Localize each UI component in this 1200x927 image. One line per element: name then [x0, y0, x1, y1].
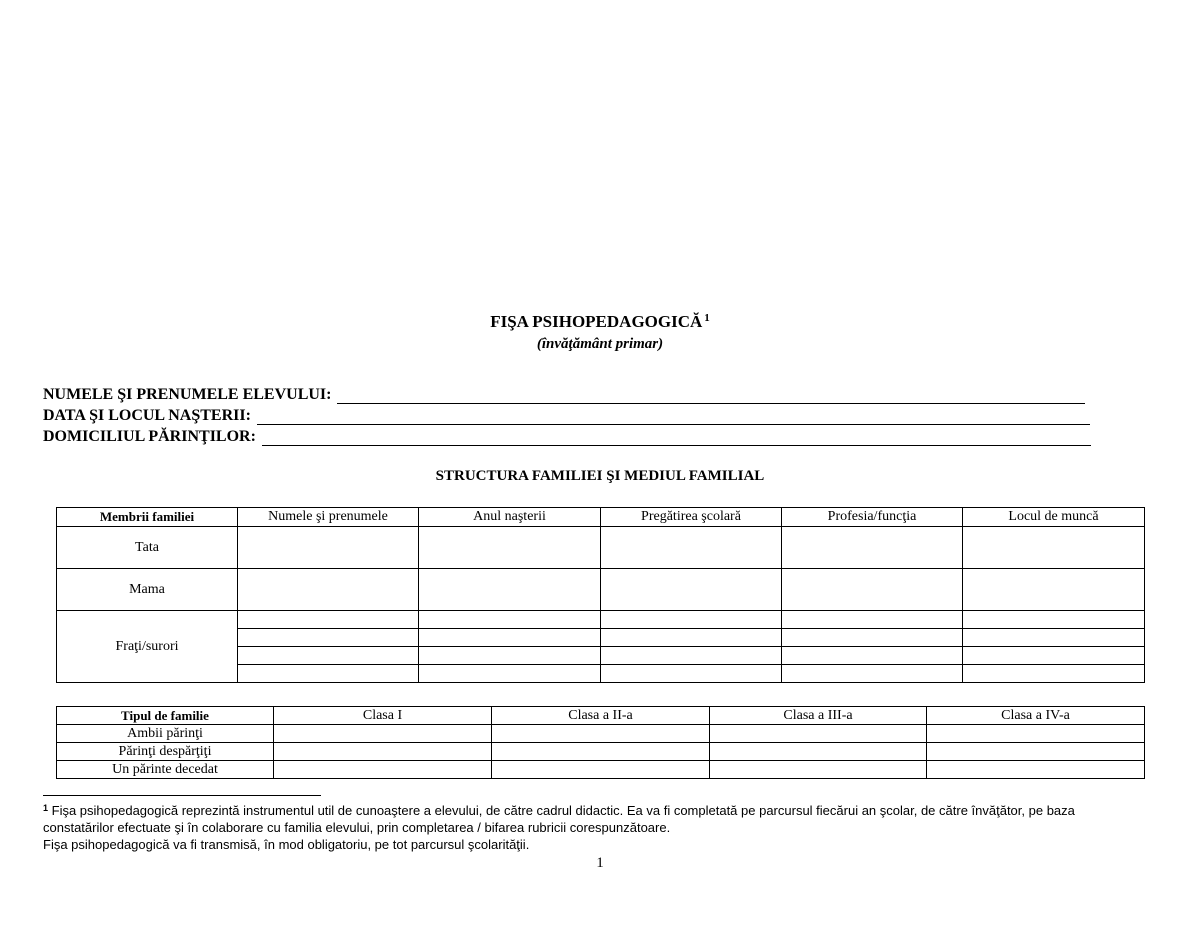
column-header: Clasa a II-a	[492, 707, 710, 725]
table-cell[interactable]	[963, 665, 1145, 683]
table-cell[interactable]	[963, 611, 1145, 629]
table-cell[interactable]	[710, 761, 927, 779]
field-parents-address	[43, 426, 1091, 446]
table-cell[interactable]	[238, 527, 419, 569]
table-cell[interactable]	[963, 647, 1145, 665]
field-birth-date-place	[43, 405, 1090, 425]
table-cell[interactable]	[601, 527, 782, 569]
table-row	[57, 725, 1145, 743]
table-row	[57, 761, 1145, 779]
row-label: Mama	[57, 569, 238, 611]
page-number: 1	[596, 855, 604, 871]
footnote-divider	[43, 795, 321, 796]
table-cell[interactable]	[419, 629, 601, 647]
table-cell[interactable]	[419, 527, 601, 569]
table-cell[interactable]	[238, 665, 419, 683]
table-cell[interactable]	[274, 743, 492, 761]
table-cell[interactable]	[492, 743, 710, 761]
footnote-text: Fişa psihopedagogică reprezintă instrumentul util de cunoaştere a elevului, de către cadrul didactic. Ea va fi completată pe parcursul fiecărui an şcolar, de către învăţător, pe baza	[51, 803, 1075, 818]
column-header: Locul de muncă	[963, 508, 1145, 527]
table-cell[interactable]	[601, 647, 782, 665]
table-cell[interactable]	[492, 761, 710, 779]
table-cell[interactable]	[601, 665, 782, 683]
column-header: Clasa a III-a	[710, 707, 927, 725]
column-header: Tipul de familie	[57, 707, 274, 725]
row-label: Fraţi/surori	[57, 611, 238, 683]
row-label: Un părinte decedat	[57, 761, 274, 779]
table-cell[interactable]	[963, 527, 1145, 569]
table-cell[interactable]	[601, 569, 782, 611]
column-header: Anul naşterii	[419, 508, 601, 527]
family-structure-table	[56, 507, 1145, 683]
column-header: Clasa I	[274, 707, 492, 725]
column-header: Membrii familiei	[57, 508, 238, 527]
table-row	[57, 611, 1145, 629]
table-cell[interactable]	[782, 647, 963, 665]
row-label: Ambii părinţi	[57, 725, 274, 743]
family-section-title: STRUCTURA FAMILIEI ŞI MEDIUL FAMILIAL	[435, 468, 765, 484]
title-text: FIŞA PSIHOPEDAGOGICĂ	[490, 312, 703, 331]
table-cell[interactable]	[419, 665, 601, 683]
table-cell[interactable]	[963, 569, 1145, 611]
table-cell[interactable]	[927, 761, 1145, 779]
table-row	[57, 743, 1145, 761]
page-subtitle: (învăţământ primar)	[536, 336, 664, 352]
field-label: DOMICILIUL PĂRINŢILOR:	[43, 428, 256, 445]
family-type-table	[56, 706, 1145, 779]
table-cell[interactable]	[782, 569, 963, 611]
table-cell[interactable]	[419, 611, 601, 629]
field-student-name	[43, 384, 1085, 404]
title-footnote-marker: 1	[704, 312, 710, 324]
field-label: NUMELE ŞI PRENUMELE ELEVULUI:	[43, 386, 332, 403]
footnote-line: constatărilor efectuate şi în colaborare cu familia elevului, prin completarea / bifarea rubricii corespunzătoare.	[43, 820, 671, 835]
table-cell[interactable]	[492, 725, 710, 743]
table-cell[interactable]	[782, 611, 963, 629]
table-header-row	[57, 508, 1145, 527]
table-cell[interactable]	[927, 725, 1145, 743]
footnote-marker: 1	[43, 803, 49, 813]
table-cell[interactable]	[782, 527, 963, 569]
table-cell[interactable]	[927, 743, 1145, 761]
table-cell[interactable]	[274, 725, 492, 743]
column-header: Clasa a IV-a	[927, 707, 1145, 725]
footnote	[43, 800, 1153, 853]
footnote-line: Fişa psihopedagogică va fi transmisă, în mod obligatoriu, pe tot parcursul şcolarităţii.	[43, 837, 530, 852]
student-name-input-line[interactable]	[337, 387, 1085, 404]
table-cell[interactable]	[274, 761, 492, 779]
table-row	[57, 527, 1145, 569]
table-cell[interactable]	[963, 629, 1145, 647]
table-cell[interactable]	[601, 629, 782, 647]
table-cell[interactable]	[782, 665, 963, 683]
row-label: Părinţi despărţiţi	[57, 743, 274, 761]
table-cell[interactable]	[238, 611, 419, 629]
column-header: Numele şi prenumele	[238, 508, 419, 527]
table-cell[interactable]	[710, 725, 927, 743]
table-cell[interactable]	[419, 647, 601, 665]
table-header-row	[57, 707, 1145, 725]
table-cell[interactable]	[601, 611, 782, 629]
row-label: Tata	[57, 527, 238, 569]
table-cell[interactable]	[238, 647, 419, 665]
birth-date-place-input-line[interactable]	[257, 408, 1090, 425]
table-cell[interactable]	[238, 629, 419, 647]
footnote-line	[43, 800, 1153, 819]
table-cell[interactable]	[782, 629, 963, 647]
parents-address-input-line[interactable]	[262, 429, 1091, 446]
column-header: Profesia/funcţia	[782, 508, 963, 527]
table-cell[interactable]	[238, 569, 419, 611]
table-row	[57, 569, 1145, 611]
field-label: DATA ŞI LOCUL NAŞTERII:	[43, 407, 251, 424]
page-title	[0, 312, 1200, 332]
table-cell[interactable]	[419, 569, 601, 611]
table-cell[interactable]	[710, 743, 927, 761]
column-header: Pregătirea şcolară	[601, 508, 782, 527]
